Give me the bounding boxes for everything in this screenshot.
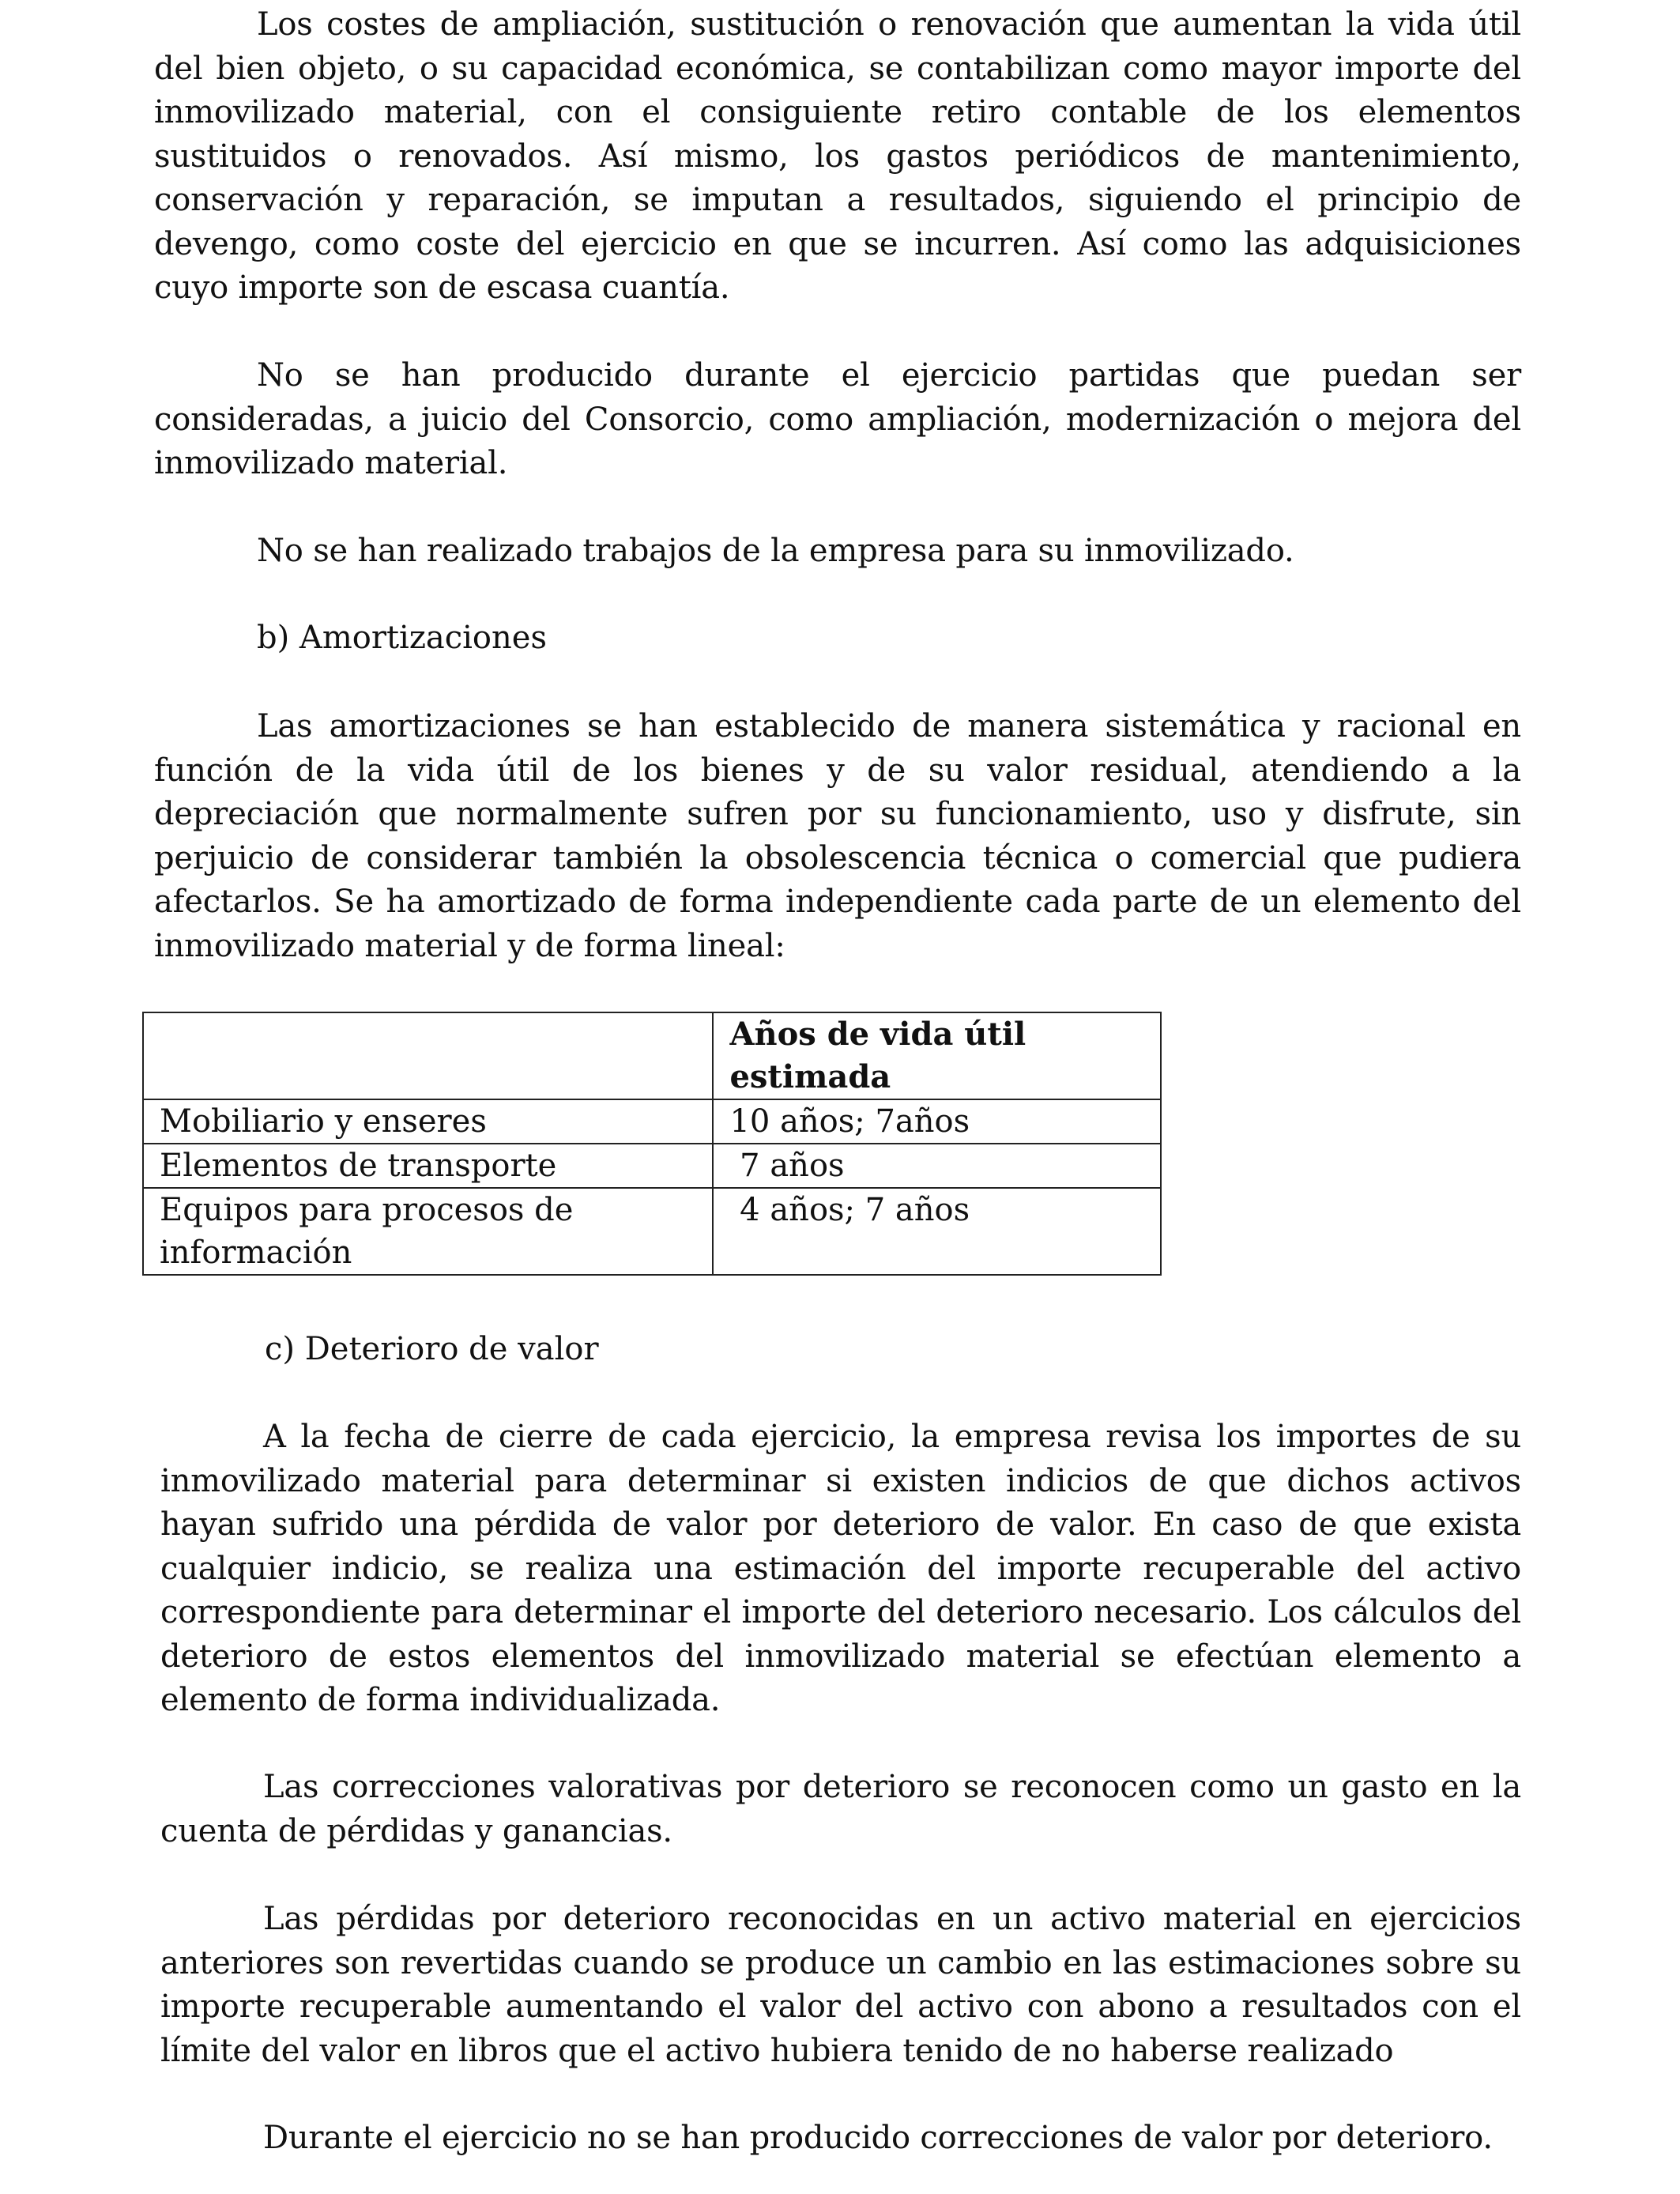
paragraph-trabajos-empresa: No se han realizado trabajos de la empresa para su inmovilizado. xyxy=(257,533,1294,569)
paragraph-deterioro-revision: A la fecha de cierre de cada ejercicio, la empresa revisa los importes de su inmovilizado material para determinar si existen indicios de que dichos activos hayan sufrido una pérdida de valor por deterioro de valor. En caso de que exista cualquier indicio, se realiza una estimación del importe recuperable del activo correspondiente para determinar el importe del deterioro necesario. Los cálculos del deterioro de estos elementos del inmovilizado material se efectúan elemento a elemento de forma individualizada. xyxy=(160,1419,1521,1718)
table-cell-years: 4 años; 7 años xyxy=(713,1188,1161,1275)
paragraph-costes-ampliacion: Los costes de ampliación, sustitución o renovación que aumentan la vida útil del bien objeto, o su capacidad económica, se contabilizan como mayor importe del inmovilizado material, con el consiguiente retiro contable de los elementos sustituidos o renovados. Así mismo, los gastos periódicos de mantenimiento, conservación y reparación, se imputan a resultados, siguiendo el principio de devengo, como coste del ejercicio en que se incurren. Así como las adquisiciones cuyo importe son de escasa cuantía. xyxy=(154,6,1521,306)
paragraph-partidas-ampliacion: No se han producido durante el ejercicio partidas que puedan ser consideradas, a juicio del Consorcio, como ampliación, modernización o mejora del inmovilizado material. xyxy=(154,357,1521,481)
table-row xyxy=(143,1099,1161,1144)
table-header-cell-vida-util: Años de vida útil estimada xyxy=(713,1012,1161,1099)
heading-deterioro-valor: c) Deterioro de valor xyxy=(265,1331,599,1367)
table-row xyxy=(143,1144,1161,1188)
table-cell-asset: Elementos de transporte xyxy=(143,1144,713,1188)
paragraph-correcciones-valorativas: Las correcciones valorativas por deterioro se reconocen como un gasto en la cuenta de pérdidas y ganancias. xyxy=(160,1769,1521,1849)
table-header-row xyxy=(143,1012,1161,1099)
paragraph-sin-correcciones: Durante el ejercicio no se han producido correcciones de valor por deterioro. xyxy=(263,2120,1493,2156)
table-cell-years: 7 años xyxy=(713,1144,1161,1188)
table-cell-years: 10 años; 7años xyxy=(713,1099,1161,1144)
table-header-cell-empty xyxy=(143,1012,713,1099)
table-row xyxy=(143,1188,1161,1275)
useful-life-table xyxy=(142,1012,1162,1276)
table-cell-asset: Equipos para procesos de información xyxy=(143,1188,713,1275)
heading-amortizaciones: b) Amortizaciones xyxy=(257,620,547,656)
table-cell-asset: Mobiliario y enseres xyxy=(143,1099,713,1144)
paragraph-perdidas-revertidas: Las pérdidas por deterioro reconocidas en un activo material en ejercicios anteriores son revertidas cuando se produce un cambio en las estimaciones sobre su importe recuperable aumentando el valor del activo con abono a resultados con el límite del valor en libros que el activo hubiera tenido de no haberse realizado xyxy=(160,1901,1521,2069)
paragraph-amortizaciones: Las amortizaciones se han establecido de manera sistemática y racional en función de la vida útil de los bienes y de su valor residual, atendiendo a la depreciación que normalmente sufren por su funcionamiento, uso y disfrute, sin perjuicio de considerar también la obsolescencia técnica o comercial que pudiera afectarlos. Se ha amortizado de forma independiente cada parte de un elemento del inmovilizado material y de forma lineal: xyxy=(154,708,1521,964)
